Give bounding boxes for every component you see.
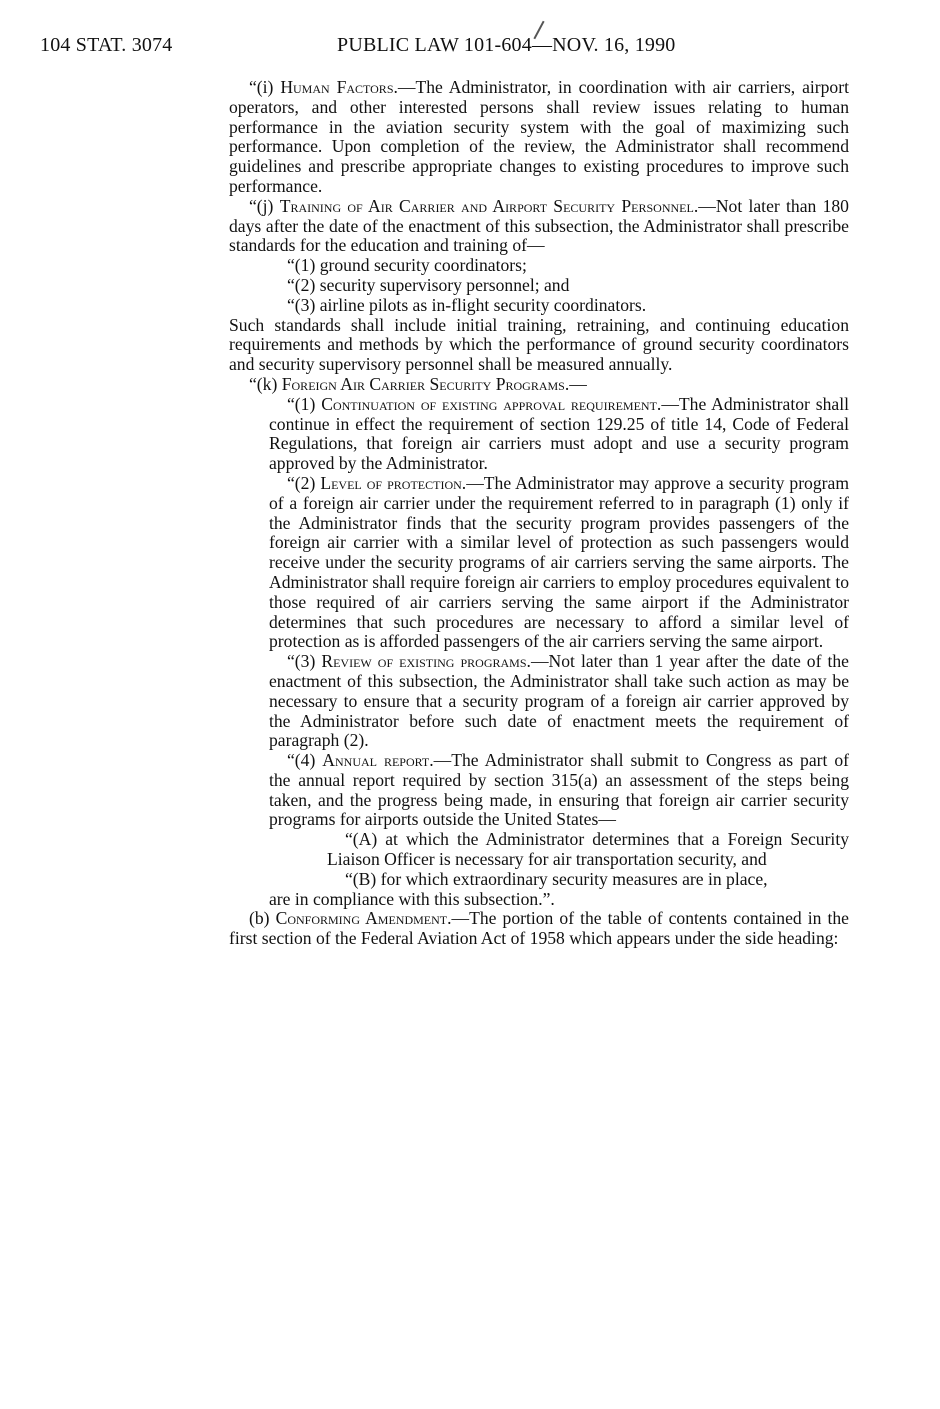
subparagraph-b: “(B) for which extraordinary security measures are in place,: [345, 868, 768, 889]
heading-dash: —: [569, 373, 587, 394]
subsection-i: [229, 78, 849, 197]
paragraph-k2: [229, 474, 849, 652]
paragraph-text: —The Administrator shall continue in effect the requirement of section 129.25 of title 14, Code of Federal Regulations, that foreign air carriers must adopt and use a security program approved by the Administrator.: [269, 393, 850, 474]
subsection-number: (b): [249, 908, 276, 929]
subparagraph-a: “(A) at which the Administrator determines that a Foreign Security Liaison Officer is necessary for air transportation security, and: [327, 829, 849, 870]
subsection-text: —The portion of the table of contents contained in the first section of the Federal Aviation Act of 1958 which appears under the side heading:: [229, 908, 849, 949]
paragraph-number: “(4): [287, 750, 323, 771]
subsection-heading: Human Factors.: [280, 77, 398, 97]
paragraph-text: —The Administrator may approve a security program of a foreign air carrier under the requirement referred to in paragraph (1) only if the Administrator finds that the security program provides passengers of the foreign air carrier with a similar level of protection as such passengers would receive under the security programs of air carriers serving the same airports. The Administrator shall require foreign air carriers to employ procedures equivalent to those required of air carriers serving the same airport if the Administrator determines that such procedures are necessary to afford a similar level of protection as is afforded passengers of the air carriers serving the same airport.: [269, 472, 849, 652]
paragraph-text: —The Administrator shall submit to Congress as part of the annual report required by section 315(a) an assessment of the steps being taken, and the progress being made, in ensuring that foreign air carrier security programs for airports outside the United States—: [269, 750, 849, 830]
paragraph-k1: [229, 395, 849, 474]
subsection-b: [229, 909, 849, 949]
subsection-k: [229, 375, 849, 395]
paragraph-k4: [229, 751, 849, 830]
paragraph-number: “(2): [287, 472, 321, 493]
paragraph-heading: Annual report.: [322, 750, 434, 771]
paragraph-heading: Continuation of existing approval requirement.: [321, 393, 662, 414]
subsection-heading: Foreign Air Carrier Security Programs.: [281, 373, 570, 394]
paragraph-number: “(3): [287, 651, 322, 672]
paragraph-k3: [229, 652, 849, 751]
subsection-number: “(k): [249, 373, 282, 394]
page-header: [40, 34, 880, 60]
paragraph-number: “(1): [287, 393, 322, 414]
closing-paragraph: Such standards shall include initial training, retraining, and continuing education requirements and methods by which the performance of ground security coordinators and security supervisory personnel shall be measured annually.: [229, 314, 849, 375]
list-item: “(3) airline pilots as in-flight security coordinators.: [287, 294, 647, 315]
public-law-title: PUBLIC LAW 101-604—NOV. 16, 1990: [337, 34, 676, 56]
subsection-heading: Conforming Amendment.: [275, 908, 452, 929]
subsection-text: —The Administrator, in coordination with air carriers, airport operators, and other interested persons shall review issues relating to human performance in the aviation security system with the goal of maximizing such performance. Upon completion of the review, the Administrator shall recommend guidelines and prescribe appropriate changes to existing procedures to improve such performance.: [229, 77, 849, 196]
subsection-number: “(j): [249, 195, 280, 216]
document-body: [229, 78, 849, 949]
list-item: “(2) security supervisory personnel; and: [287, 274, 570, 295]
subsection-text: —Not later than 180 days after the date of the enactment of this subsection, the Administrator shall prescribe standards for the education and training of—: [229, 195, 849, 256]
subsection-heading: Training of Air Carrier and Airport Security Personnel.: [279, 195, 699, 216]
subsection-j: [229, 197, 849, 256]
list-item: “(1) ground security coordinators;: [287, 255, 527, 276]
paragraph-heading: Review of existing programs.: [321, 651, 531, 672]
closing-paragraph: are in compliance with this subsection.”.: [269, 888, 555, 909]
paragraph-heading: Level of protection.: [320, 472, 467, 493]
subsection-number: “(i): [249, 77, 281, 97]
stat-citation: 104 STAT. 3074: [40, 34, 173, 56]
paragraph-text: —Not later than 1 year after the date of the enactment of this subsection, the Administrator shall take such action as may be necessary to ensure that a security program of a foreign air carrier approved by the Administrator before such date of enactment meets the requirement of paragraph (2).: [269, 651, 849, 751]
